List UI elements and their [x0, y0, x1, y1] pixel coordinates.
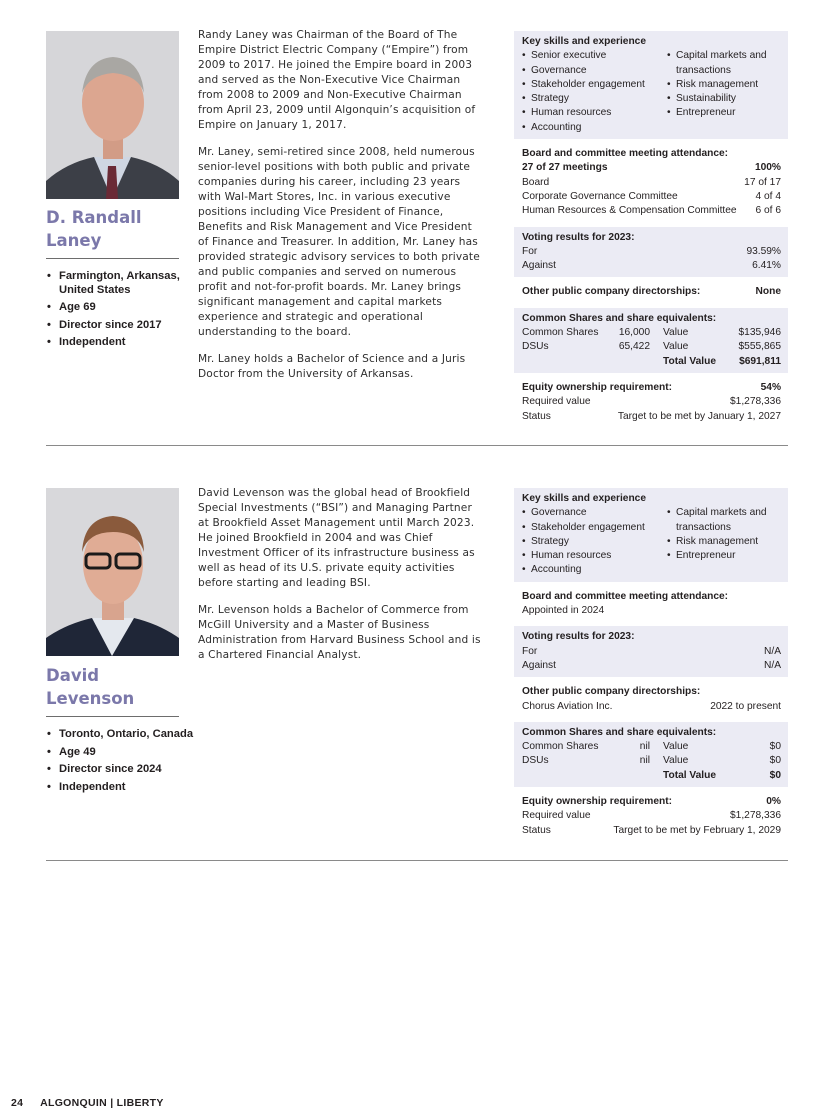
shares-label: Common Shares: [522, 327, 599, 339]
shares-qty: nil: [639, 741, 650, 753]
skill-item: • Entrepreneur: [667, 106, 777, 120]
shares-title: Common Shares and share equivalents:: [522, 726, 717, 738]
skills-box: [514, 488, 788, 582]
skill-item: • Capital markets and transactions: [667, 49, 777, 78]
bio-paragraph: David Levenson was the global head of Brookfield Special Investments (“BSI”) and Managing Partner at Brookfield Asset Management until March 2023. He joined Brookfield in 2004 and was Chief Investment Officer of its infrastructure business as well as head of its U.S. private equity activities before starting and leading BSI.: [198, 487, 475, 589]
attendance-value: 4 of 4: [755, 190, 781, 202]
required-value: $1,278,336: [730, 396, 781, 408]
equity-box: [514, 377, 788, 428]
skills-title: Key skills and experience: [522, 493, 647, 504]
shares-label: DSUs: [522, 755, 549, 767]
equity-title: Equity ownership requirement:: [522, 381, 673, 393]
status-label: Status: [522, 410, 551, 422]
skills-list: [522, 49, 667, 135]
director-photo: [46, 31, 179, 199]
director-bio: [198, 28, 483, 394]
voting-label: For: [522, 245, 538, 257]
skills-list: [522, 506, 667, 577]
independence: • Independent: [46, 781, 196, 795]
total-value: $0: [769, 769, 781, 781]
skill-item: • Human resources: [522, 549, 667, 563]
director-name: D. Randall Laney: [46, 208, 142, 250]
voting-value: 93.59%: [746, 245, 781, 257]
equity-title: Equity ownership requirement:: [522, 796, 673, 808]
attendance-total-value: 100%: [754, 162, 781, 174]
skill-item: • Sustainability: [667, 92, 777, 106]
director-facts: [46, 270, 196, 354]
other-value: None: [755, 286, 781, 298]
skill-item: • Human resources: [522, 106, 667, 120]
skill-item: • Risk management: [667, 535, 777, 549]
skill-item: • Senior executive: [522, 49, 667, 63]
brand-name: ALGONQUIN | LIBERTY: [40, 1097, 164, 1109]
other-directorships-box: [514, 681, 788, 718]
voting-label: Against: [522, 659, 556, 671]
skill-item: • Governance: [522, 506, 667, 520]
director-since: • Director since 2024: [46, 763, 196, 777]
director-stats-panel: [514, 488, 788, 842]
total-value-label: Total Value: [663, 769, 717, 781]
section-divider: [46, 445, 788, 446]
total-value-label: Total Value: [663, 355, 717, 367]
skill-item: • Stakeholder engagement: [522, 521, 667, 535]
attendance-note: Appointed in 2024: [522, 605, 605, 617]
attendance-label: Corporate Governance Committee: [522, 190, 678, 202]
shares-value: $555,865: [738, 341, 781, 353]
status-label: Status: [522, 824, 551, 836]
director-profile-levenson: [46, 488, 788, 848]
other-directorships-box: [514, 281, 788, 303]
shares-qty: 65,422: [618, 341, 650, 353]
shares-title: Common Shares and share equivalents:: [522, 312, 717, 324]
location: • Farmington, Arkansas, United States: [46, 270, 196, 297]
attendance-value: 6 of 6: [755, 205, 781, 217]
attendance-box: [514, 143, 788, 222]
skills-list: [667, 506, 777, 577]
shares-qty: nil: [639, 755, 650, 767]
shares-value: $135,946: [738, 327, 781, 339]
voting-box: [514, 626, 788, 677]
shares-qty: 16,000: [618, 327, 650, 339]
attendance-label: Human Resources & Compensation Committee: [522, 205, 737, 217]
skill-item: • Accounting: [522, 563, 667, 577]
skill-item: • Governance: [522, 64, 667, 78]
attendance-total-label: 27 of 27 meetings: [522, 162, 608, 174]
shares-value-label: Value: [663, 327, 689, 339]
director-since: • Director since 2017: [46, 319, 196, 333]
voting-value: N/A: [764, 645, 781, 657]
skill-item: • Capital markets and transactions: [667, 506, 777, 535]
director-bio: [198, 486, 483, 675]
director-profile-laney: [46, 31, 788, 421]
shares-value-label: Value: [663, 341, 689, 353]
voting-title: Voting results for 2023:: [522, 631, 635, 643]
page-number: 24: [11, 1097, 24, 1109]
other-company: Chorus Aviation Inc.: [522, 700, 613, 712]
divider: [46, 258, 179, 259]
director-photo: [46, 488, 179, 656]
skills-box: [514, 31, 788, 139]
shares-box: [514, 722, 788, 787]
director-facts: [46, 728, 196, 798]
skill-item: • Strategy: [522, 92, 667, 106]
skills-list: [667, 49, 777, 135]
shares-box: [514, 308, 788, 373]
voting-value: N/A: [764, 659, 781, 671]
attendance-value: 17 of 17: [744, 176, 781, 188]
bio-paragraph: Randy Laney was Chairman of the Board of The Empire District Electric Company (“Empire”) from 2009 to 2017. He joined the Empire board in 2003 and served as the Non-Executive Vice Chairman from 2008 to 2009 and Non-Executive Chairman from April 23, 2009 until Algonquin’s acquisition of Empire on January 1, 2017.: [198, 29, 476, 131]
equity-box: [514, 791, 788, 842]
required-value: $1,278,336: [730, 810, 781, 822]
skill-item: • Entrepreneur: [667, 549, 777, 563]
shares-value-label: Value: [663, 741, 689, 753]
status-value: Target to be met by January 1, 2027: [617, 410, 781, 422]
skill-item: • Risk management: [667, 78, 777, 92]
shares-value-label: Value: [663, 755, 689, 767]
shares-value: $0: [769, 741, 781, 753]
shares-value: $0: [769, 755, 781, 767]
other-title: Other public company directorships:: [522, 686, 701, 698]
attendance-title: Board and committee meeting attendance:: [522, 590, 729, 602]
other-title: Other public company directorships:: [522, 286, 701, 298]
skill-item: • Accounting: [522, 121, 667, 135]
required-label: Required value: [522, 396, 591, 408]
location: • Toronto, Ontario, Canada: [46, 728, 196, 742]
voting-value: 6.41%: [752, 260, 781, 272]
total-value: $691,811: [739, 355, 781, 367]
age: • Age 49: [46, 746, 196, 760]
section-divider: [46, 860, 788, 861]
bio-paragraph: Mr. Laney holds a Bachelor of Science and a Juris Doctor from the University of Arkansas.: [198, 353, 466, 380]
attendance-title: Board and committee meeting attendance:: [522, 148, 729, 160]
shares-label: Common Shares: [522, 741, 599, 753]
equity-value: 54%: [760, 381, 781, 393]
status-value: Target to be met by February 1, 2029: [613, 824, 781, 836]
other-period: 2022 to present: [710, 700, 781, 712]
director-stats-panel: [514, 31, 788, 428]
voting-box: [514, 227, 788, 278]
bio-paragraph: Mr. Levenson holds a Bachelor of Commerce from McGill University and a Master of Business Administration from Harvard Business School and is a Chartered Financial Analyst.: [198, 604, 481, 661]
attendance-label: Board: [522, 176, 550, 188]
equity-value: 0%: [766, 796, 781, 808]
skill-item: • Stakeholder engagement: [522, 78, 667, 92]
voting-label: Against: [522, 260, 556, 272]
skills-title: Key skills and experience: [522, 36, 647, 47]
director-name: David Levenson: [46, 666, 135, 708]
independence: • Independent: [46, 336, 196, 350]
required-label: Required value: [522, 810, 591, 822]
voting-title: Voting results for 2023:: [522, 231, 635, 243]
bio-paragraph: Mr. Laney, semi-retired since 2008, held numerous senior-level positions with both public and private companies during his career, including 23 years with Wal-Mart Stores, Inc. in various executive positions including Vice President of Finance, Benefits and Risk Management and Vice President of Finance and Treasurer. In addition, Mr. Laney has provided strategic advisory services to both private and public companies and served on numerous profit and not-for-profit boards. Mr. Laney brings significant management and capital markets experience and strategic and operational understanding to the board.: [198, 146, 480, 338]
age: • Age 69: [46, 301, 196, 315]
voting-label: For: [522, 645, 538, 657]
divider: [46, 716, 179, 717]
attendance-box: [514, 586, 788, 623]
page-footer: [11, 1097, 178, 1109]
skill-item: • Strategy: [522, 535, 667, 549]
shares-label: DSUs: [522, 341, 549, 353]
